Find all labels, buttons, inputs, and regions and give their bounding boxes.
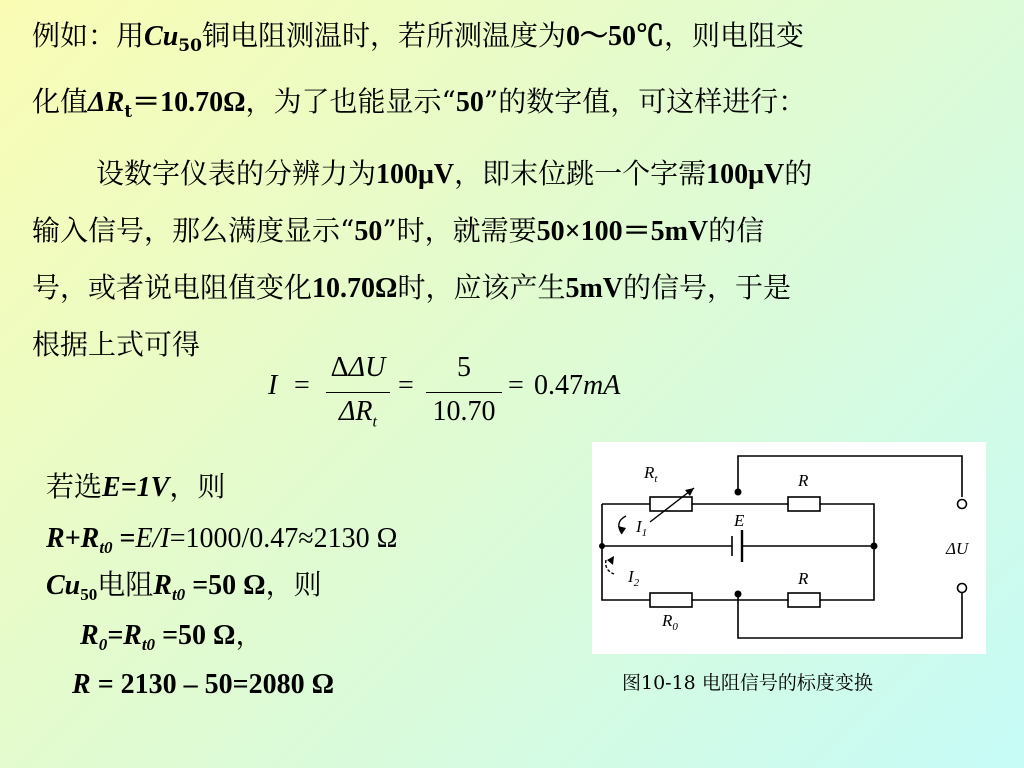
calc-line-5: R = 2130 – 50=2080 Ω [72,669,335,700]
formula-numerator-2: 5 [457,352,471,383]
current-formula [268,352,648,442]
calc-line-3: $Cu_{50}$电阻$R_{t0} =50$ Ω，则 [46,570,322,604]
label-i2: $I_2$ [628,567,640,589]
terminal-bottom [958,584,967,593]
resolution-line-1: 设数字仪表的分辨力为100μV，即末位跳一个字需100μV的 [96,157,813,190]
formula-equals-1: = [294,370,310,401]
formula-denominator-1 [326,396,390,432]
figure-caption: 图10-18 电阻信号的标度变换 [622,672,873,694]
bridge-circuit-diagram [592,442,986,654]
resolution-line-4: 根据上式可得 [32,328,201,361]
formula-lhs: I [268,370,278,401]
formula-numerator-1: ΔΔU [330,352,386,383]
resolution-line-3: 号，或者说电阻值变化10.70Ω时，应该产生5mV的信号，于是 [32,271,792,304]
terminal-top [958,500,967,509]
calc-line-1: 若选E=1V，则 [46,472,226,503]
resistor-r-top [788,497,820,511]
formula-denominator-2: 10.70 [432,396,496,427]
denominator-sub: t [372,413,377,431]
resistor-rt [650,497,692,511]
fraction-bar-2 [426,392,502,393]
fraction-bar-1 [326,392,390,393]
resolution-line-2: 输入信号，那么满度显示“50”时，就需要50×100＝5mV的信 [32,214,765,247]
intro-line-2: 化值$\Delta R_t=10.70\Omega$，为了也能显示“50”的数字值，可这样进行： [32,85,807,122]
resistor-r0 [650,593,692,607]
label-e: E [734,511,745,530]
denominator-dr: ΔR [339,396,373,427]
paragraph-resolution [32,146,1002,373]
paragraph-intro [32,8,1002,140]
resistor-r-bottom [788,593,820,607]
formula-result: 0.47mA [534,370,621,401]
label-r-bottom: R [798,569,809,588]
circuit-svg [592,442,986,654]
formula-equals-2: = [398,370,414,401]
label-r0: $R_0$ [662,611,678,633]
numerator-du: ΔU [348,352,386,383]
label-i1: $I_1$ [636,517,648,539]
intro-line-1: 例如：用$Cu_{50}$铜电阻测温时，若所测温度为0～50℃，则电阻变 [32,19,804,56]
calc-line-2: $R+R_{t0} =E/I=1000/0.47\approx 2130$ Ω [46,523,398,557]
label-delta-u: ΔU [946,539,969,558]
calc-line-4: $R_0=R_{t0} =50$ Ω， [80,620,264,654]
formula-equals-3: = [508,370,524,401]
label-r-top: R [798,471,809,490]
label-rt: $R_t$ [644,463,658,485]
